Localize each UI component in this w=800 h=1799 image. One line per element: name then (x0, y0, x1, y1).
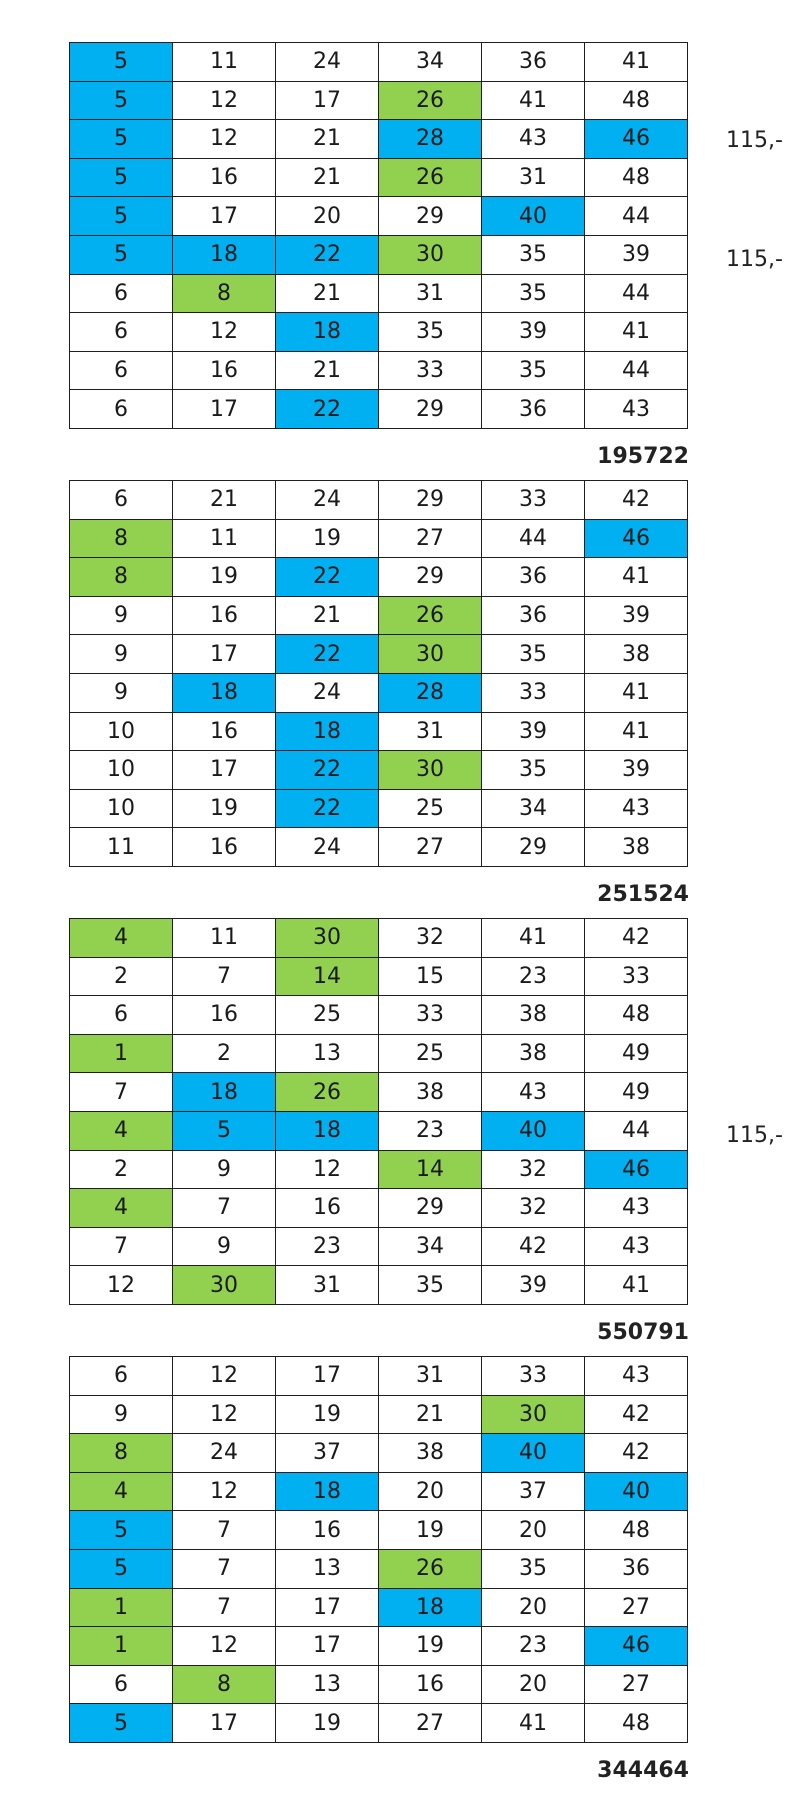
grid-row (70, 1588, 688, 1627)
number-cell: 39 (482, 313, 585, 352)
number-cell: 8 (173, 1665, 276, 1704)
number-cell: 9 (70, 673, 173, 712)
number-cell: 19 (379, 1627, 482, 1666)
number-cell: 27 (379, 828, 482, 867)
number-cell: 26 (379, 81, 482, 120)
number-cell: 2 (70, 957, 173, 996)
number-cell: 49 (585, 1034, 688, 1073)
number-cell: 29 (379, 1189, 482, 1228)
number-cell: 17 (173, 197, 276, 236)
grid-row (70, 1511, 688, 1550)
grid-row (70, 996, 688, 1035)
number-cell: 18 (276, 712, 379, 751)
number-cell: 5 (70, 158, 173, 197)
number-cell: 12 (173, 313, 276, 352)
number-cell: 16 (276, 1511, 379, 1550)
number-cell: 26 (379, 158, 482, 197)
grid-row (70, 274, 688, 313)
number-cell: 40 (482, 197, 585, 236)
number-cell: 6 (70, 351, 173, 390)
number-cell: 14 (276, 957, 379, 996)
number-cell: 31 (379, 1357, 482, 1396)
number-cell: 36 (482, 43, 585, 82)
number-cell: 27 (379, 1704, 482, 1743)
number-cell: 12 (173, 81, 276, 120)
number-cell: 43 (482, 120, 585, 159)
number-cell: 43 (585, 789, 688, 828)
number-cell: 35 (482, 1549, 585, 1588)
number-cell: 8 (70, 519, 173, 558)
number-cell: 35 (482, 635, 585, 674)
number-cell: 35 (379, 1266, 482, 1305)
number-cell: 40 (482, 1434, 585, 1473)
number-cell: 17 (276, 1588, 379, 1627)
number-grid (69, 918, 688, 1305)
number-cell: 28 (379, 673, 482, 712)
number-cell: 26 (379, 596, 482, 635)
number-cell: 44 (482, 519, 585, 558)
number-cell: 6 (70, 996, 173, 1035)
number-cell: 48 (585, 158, 688, 197)
number-cell: 35 (379, 313, 482, 352)
number-cell: 49 (585, 1073, 688, 1112)
number-cell: 7 (173, 1511, 276, 1550)
number-cell: 37 (482, 1472, 585, 1511)
number-cell: 5 (70, 197, 173, 236)
number-cell: 7 (173, 957, 276, 996)
number-cell: 21 (276, 120, 379, 159)
number-cell: 18 (276, 1111, 379, 1150)
number-cell: 18 (379, 1588, 482, 1627)
number-cell: 7 (70, 1227, 173, 1266)
number-cell: 17 (276, 1627, 379, 1666)
number-cell: 6 (70, 1665, 173, 1704)
number-cell: 28 (379, 120, 482, 159)
grid-row (70, 1266, 688, 1305)
grid-row (70, 1073, 688, 1112)
number-cell: 33 (482, 481, 585, 520)
number-cell: 22 (276, 558, 379, 597)
number-cell: 5 (70, 235, 173, 274)
number-cell: 16 (173, 158, 276, 197)
grid-row (70, 1189, 688, 1228)
number-cell: 10 (70, 712, 173, 751)
number-cell: 9 (173, 1150, 276, 1189)
number-cell: 18 (173, 235, 276, 274)
number-cell: 43 (585, 1357, 688, 1396)
number-cell: 32 (482, 1150, 585, 1189)
number-cell: 44 (585, 1111, 688, 1150)
number-cell: 13 (276, 1034, 379, 1073)
number-cell: 14 (379, 1150, 482, 1189)
number-cell: 33 (482, 1357, 585, 1396)
number-cell: 9 (70, 596, 173, 635)
number-cell: 12 (276, 1150, 379, 1189)
number-cell: 5 (70, 1704, 173, 1743)
grid-row (70, 390, 688, 429)
price-label: 115,- (726, 247, 783, 272)
number-cell: 4 (70, 919, 173, 958)
grid-row (70, 120, 688, 159)
number-cell: 17 (276, 1357, 379, 1396)
number-cell: 39 (585, 751, 688, 790)
number-cell: 6 (70, 313, 173, 352)
number-block-4 (69, 1356, 688, 1743)
number-cell: 36 (482, 558, 585, 597)
grid-row (70, 519, 688, 558)
number-cell: 46 (585, 1150, 688, 1189)
number-cell: 39 (585, 596, 688, 635)
number-cell: 25 (379, 789, 482, 828)
number-cell: 32 (379, 919, 482, 958)
number-cell: 19 (173, 558, 276, 597)
number-cell: 11 (173, 519, 276, 558)
number-cell: 1 (70, 1627, 173, 1666)
number-cell: 10 (70, 751, 173, 790)
number-cell: 29 (482, 828, 585, 867)
number-cell: 18 (173, 1073, 276, 1112)
number-cell: 48 (585, 1511, 688, 1550)
number-cell: 22 (276, 635, 379, 674)
number-grid (69, 1356, 688, 1743)
grid-row (70, 481, 688, 520)
number-cell: 12 (173, 1472, 276, 1511)
number-cell: 11 (173, 919, 276, 958)
number-block-2 (69, 480, 688, 867)
number-cell: 46 (585, 120, 688, 159)
number-cell: 19 (276, 1704, 379, 1743)
grid-row (70, 158, 688, 197)
number-cell: 31 (379, 274, 482, 313)
number-cell: 42 (585, 481, 688, 520)
grid-row (70, 1549, 688, 1588)
number-cell: 34 (379, 43, 482, 82)
number-cell: 33 (379, 996, 482, 1035)
number-cell: 29 (379, 197, 482, 236)
grid-row (70, 313, 688, 352)
number-cell: 19 (276, 519, 379, 558)
number-cell: 22 (276, 390, 379, 429)
number-cell: 6 (70, 274, 173, 313)
number-cell: 19 (379, 1511, 482, 1550)
number-cell: 38 (379, 1434, 482, 1473)
number-cell: 31 (379, 712, 482, 751)
grid-row (70, 1627, 688, 1666)
number-cell: 41 (482, 919, 585, 958)
number-grid (69, 42, 688, 429)
number-cell: 4 (70, 1111, 173, 1150)
number-cell: 7 (173, 1549, 276, 1588)
grid-row (70, 1395, 688, 1434)
number-cell: 26 (276, 1073, 379, 1112)
number-cell: 5 (70, 1511, 173, 1550)
block-total: 344464 (597, 1758, 689, 1783)
number-cell: 41 (585, 558, 688, 597)
number-cell: 16 (173, 596, 276, 635)
number-cell: 35 (482, 351, 585, 390)
grid-row (70, 1665, 688, 1704)
number-cell: 24 (276, 43, 379, 82)
number-cell: 38 (585, 635, 688, 674)
number-cell: 44 (585, 274, 688, 313)
number-cell: 20 (276, 197, 379, 236)
number-cell: 34 (482, 789, 585, 828)
number-cell: 15 (379, 957, 482, 996)
number-cell: 12 (173, 1395, 276, 1434)
number-cell: 30 (379, 751, 482, 790)
number-cell: 43 (585, 1227, 688, 1266)
number-cell: 36 (482, 390, 585, 429)
block-total: 251524 (597, 882, 689, 907)
grid-row (70, 1150, 688, 1189)
number-cell: 4 (70, 1472, 173, 1511)
number-cell: 41 (585, 712, 688, 751)
number-cell: 5 (173, 1111, 276, 1150)
number-cell: 29 (379, 558, 482, 597)
number-cell: 31 (482, 158, 585, 197)
number-cell: 20 (482, 1511, 585, 1550)
number-cell: 7 (173, 1588, 276, 1627)
grid-row (70, 1111, 688, 1150)
number-cell: 25 (379, 1034, 482, 1073)
number-block-3 (69, 918, 688, 1305)
number-cell: 17 (276, 81, 379, 120)
grid-row (70, 1704, 688, 1743)
number-cell: 35 (482, 751, 585, 790)
number-cell: 30 (379, 635, 482, 674)
number-cell: 12 (173, 1357, 276, 1396)
number-cell: 5 (70, 1549, 173, 1588)
number-cell: 38 (482, 1034, 585, 1073)
number-cell: 42 (585, 1434, 688, 1473)
number-cell: 4 (70, 1189, 173, 1228)
number-cell: 5 (70, 120, 173, 159)
number-cell: 10 (70, 789, 173, 828)
number-cell: 12 (70, 1266, 173, 1305)
grid-row (70, 635, 688, 674)
number-cell: 39 (482, 1266, 585, 1305)
number-cell: 18 (173, 673, 276, 712)
number-cell: 12 (173, 120, 276, 159)
block-total: 195722 (597, 444, 689, 469)
number-grid (69, 480, 688, 867)
number-cell: 5 (70, 43, 173, 82)
price-label: 115,- (726, 128, 783, 154)
grid-row (70, 1434, 688, 1473)
number-cell: 24 (276, 673, 379, 712)
number-cell: 11 (173, 43, 276, 82)
number-cell: 33 (585, 957, 688, 996)
number-cell: 31 (276, 1266, 379, 1305)
number-cell: 8 (70, 1434, 173, 1473)
number-cell: 25 (276, 996, 379, 1035)
number-cell: 5 (70, 81, 173, 120)
block-total: 550791 (597, 1320, 689, 1345)
grid-row (70, 1357, 688, 1396)
number-cell: 11 (70, 828, 173, 867)
grid-row (70, 1472, 688, 1511)
number-cell: 41 (482, 1704, 585, 1743)
number-cell: 42 (585, 1395, 688, 1434)
number-cell: 29 (379, 390, 482, 429)
number-cell: 22 (276, 751, 379, 790)
number-cell: 24 (276, 481, 379, 520)
number-cell: 16 (276, 1189, 379, 1228)
number-cell: 21 (276, 158, 379, 197)
grid-row (70, 712, 688, 751)
number-cell: 42 (482, 1227, 585, 1266)
number-cell: 21 (379, 1395, 482, 1434)
grid-row (70, 1227, 688, 1266)
number-cell: 6 (70, 481, 173, 520)
number-cell: 12 (173, 1627, 276, 1666)
number-cell: 23 (482, 957, 585, 996)
number-cell: 33 (379, 351, 482, 390)
number-cell: 20 (379, 1472, 482, 1511)
number-cell: 39 (482, 712, 585, 751)
number-cell: 20 (482, 1665, 585, 1704)
number-cell: 36 (482, 596, 585, 635)
grid-row (70, 957, 688, 996)
number-cell: 43 (585, 1189, 688, 1228)
number-cell: 41 (585, 313, 688, 352)
number-cell: 38 (482, 996, 585, 1035)
grid-row (70, 919, 688, 958)
number-cell: 2 (173, 1034, 276, 1073)
number-cell: 8 (70, 558, 173, 597)
number-cell: 30 (379, 235, 482, 274)
number-cell: 22 (276, 235, 379, 274)
number-cell: 1 (70, 1588, 173, 1627)
number-cell: 38 (379, 1073, 482, 1112)
number-cell: 20 (482, 1588, 585, 1627)
number-cell: 19 (276, 1395, 379, 1434)
number-cell: 23 (379, 1111, 482, 1150)
grid-row (70, 828, 688, 867)
number-cell: 43 (482, 1073, 585, 1112)
number-cell: 13 (276, 1665, 379, 1704)
number-cell: 21 (173, 481, 276, 520)
grid-row (70, 81, 688, 120)
number-cell: 16 (173, 996, 276, 1035)
grid-row (70, 197, 688, 236)
grid-row (70, 558, 688, 597)
number-cell: 44 (585, 197, 688, 236)
price-label: 115,- (726, 1123, 783, 1148)
number-cell: 32 (482, 1189, 585, 1228)
number-cell: 21 (276, 274, 379, 313)
number-cell: 30 (173, 1266, 276, 1305)
number-cell: 48 (585, 1704, 688, 1743)
grid-row (70, 596, 688, 635)
number-cell: 6 (70, 390, 173, 429)
number-cell: 33 (482, 673, 585, 712)
number-cell: 8 (173, 274, 276, 313)
number-cell: 26 (379, 1549, 482, 1588)
number-cell: 37 (276, 1434, 379, 1473)
number-cell: 30 (482, 1395, 585, 1434)
number-cell: 16 (173, 351, 276, 390)
number-cell: 41 (585, 1266, 688, 1305)
number-cell: 1 (70, 1034, 173, 1073)
number-cell: 9 (70, 1395, 173, 1434)
number-cell: 39 (585, 235, 688, 274)
number-cell: 46 (585, 1627, 688, 1666)
number-cell: 18 (276, 1472, 379, 1511)
number-cell: 48 (585, 81, 688, 120)
number-cell: 23 (276, 1227, 379, 1266)
number-cell: 7 (173, 1189, 276, 1228)
number-cell: 17 (173, 635, 276, 674)
number-cell: 40 (482, 1111, 585, 1150)
grid-row (70, 1034, 688, 1073)
number-cell: 21 (276, 351, 379, 390)
grid-row (70, 351, 688, 390)
number-cell: 18 (276, 313, 379, 352)
number-cell: 9 (173, 1227, 276, 1266)
number-cell: 35 (482, 235, 585, 274)
grid-row (70, 43, 688, 82)
number-cell: 19 (173, 789, 276, 828)
number-cell: 46 (585, 519, 688, 558)
number-cell: 27 (379, 519, 482, 558)
number-cell: 44 (585, 351, 688, 390)
number-cell: 36 (585, 1549, 688, 1588)
number-cell: 30 (276, 919, 379, 958)
number-cell: 16 (173, 712, 276, 751)
grid-row (70, 789, 688, 828)
number-cell: 16 (173, 828, 276, 867)
number-cell: 34 (379, 1227, 482, 1266)
number-cell: 17 (173, 1704, 276, 1743)
number-cell: 23 (482, 1627, 585, 1666)
number-cell: 38 (585, 828, 688, 867)
number-cell: 40 (585, 1472, 688, 1511)
number-cell: 41 (585, 43, 688, 82)
number-cell: 42 (585, 919, 688, 958)
grid-row (70, 673, 688, 712)
number-block-1 (69, 42, 688, 429)
number-cell: 41 (585, 673, 688, 712)
number-cell: 7 (70, 1073, 173, 1112)
number-cell: 35 (482, 274, 585, 313)
number-cell: 13 (276, 1549, 379, 1588)
number-cell: 22 (276, 789, 379, 828)
number-cell: 2 (70, 1150, 173, 1189)
grid-row (70, 235, 688, 274)
number-cell: 16 (379, 1665, 482, 1704)
number-cell: 41 (482, 81, 585, 120)
grid-row (70, 751, 688, 790)
number-cell: 21 (276, 596, 379, 635)
number-cell: 17 (173, 751, 276, 790)
number-cell: 29 (379, 481, 482, 520)
number-cell: 6 (70, 1357, 173, 1396)
number-cell: 24 (173, 1434, 276, 1473)
number-cell: 24 (276, 828, 379, 867)
number-cell: 48 (585, 996, 688, 1035)
number-cell: 43 (585, 390, 688, 429)
number-cell: 27 (585, 1665, 688, 1704)
number-cell: 27 (585, 1588, 688, 1627)
number-cell: 9 (70, 635, 173, 674)
number-cell: 17 (173, 390, 276, 429)
